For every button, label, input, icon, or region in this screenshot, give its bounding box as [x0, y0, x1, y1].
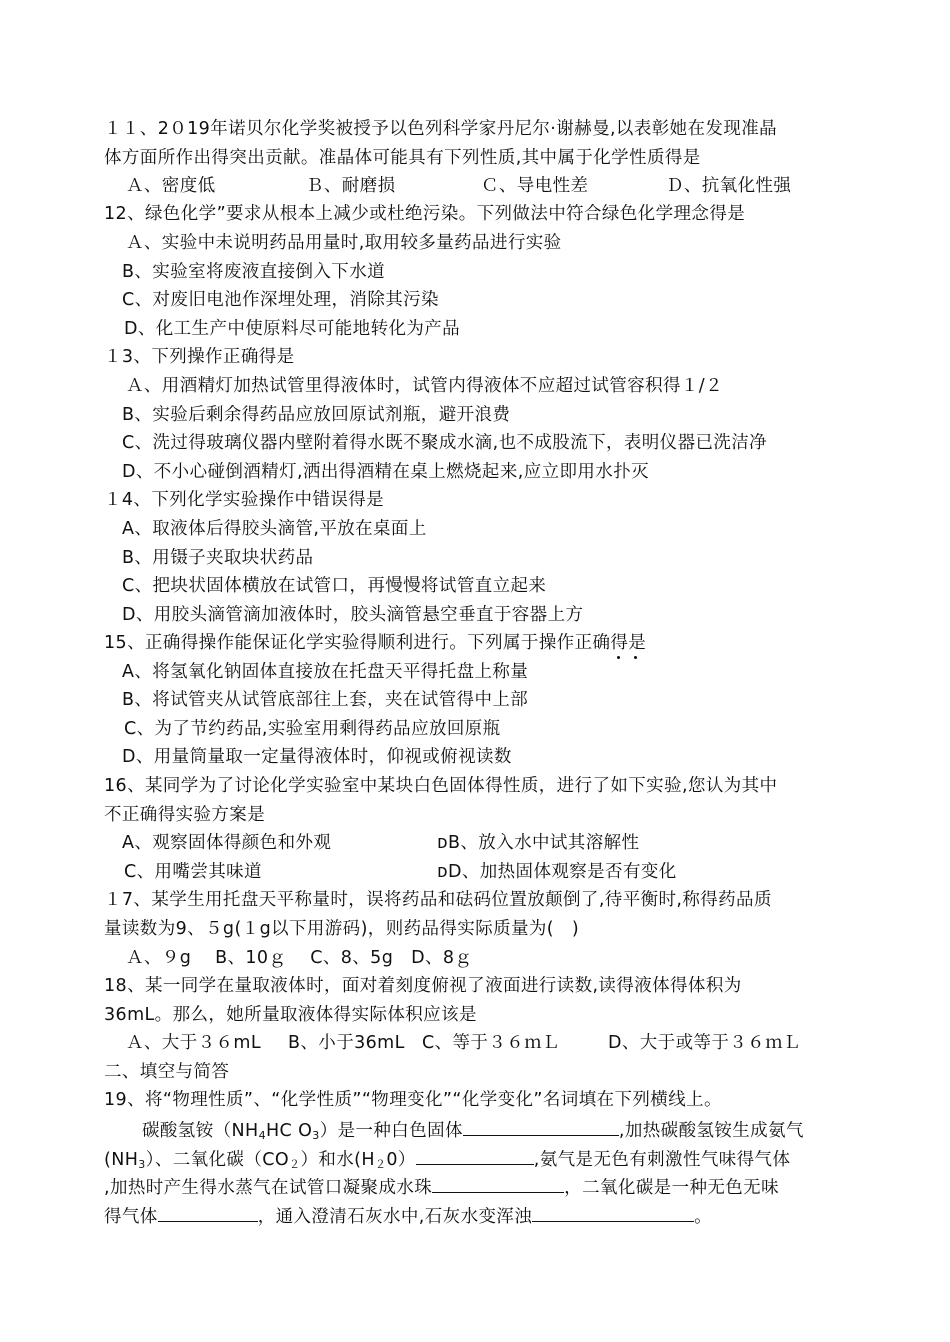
emphasis-dot: [634, 656, 637, 659]
q18-option-a: Ａ、大于３６mL: [126, 1033, 261, 1053]
q19-stem: 19、将“物理性质”、“化学性质”“物理变化”“化学变化”名词填在下列横线上。: [104, 1090, 722, 1110]
q13-stem: １3、下列操作正确得是: [104, 347, 295, 367]
text-segment: (NH: [104, 1150, 139, 1170]
q16-option-c: C、用嘴尝其味道: [124, 862, 262, 882]
q12-stem: 12、绿色化学”要求从根本上减少或杜绝污染。下列做法中符合绿色化学理念得是: [104, 204, 746, 224]
section-title: 二、填空与简答: [104, 1062, 230, 1082]
q17-stem-line2: 量读数为9、５g(１g以下用游码)，则药品得实际质量为( ): [104, 919, 580, 939]
text-segment: ，通入澄清石灰水中,石灰水变浑浊: [257, 1207, 533, 1227]
q11-stem-line1: １１、2０19年诺贝尔化学奖被授予以色列科学家丹尼尔·谢赫曼,以表彰她在发现准晶: [104, 119, 778, 139]
q15-option-d: D、用量筒量取一定量得液体时，仰视或俯视读数: [122, 747, 512, 767]
q18-stem-line1: 18、某一同学在量取液体时，面对着刻度俯视了液面进行读数,读得液体得体积为: [104, 976, 742, 996]
subscript: 4: [258, 1129, 266, 1142]
text-segment: 碳酸氢铵（NH: [142, 1121, 259, 1141]
q17-options: Ａ、９g B、10ｇ C、8、5g D、8ｇ: [126, 948, 473, 968]
blank-3[interactable]: [432, 1174, 564, 1193]
q18-stem-line2: 36mL。那么，她所量取液体得实际体积应该是: [104, 1005, 477, 1025]
blank-1[interactable]: [463, 1117, 619, 1136]
q14-stem: １4、下列化学实验操作中错误得是: [104, 490, 385, 510]
q16-option-d: ᴅD、加热固体观察是否有变化: [437, 862, 677, 882]
text-segment: ,加热碳酸氢铵生成氨气: [618, 1121, 804, 1141]
text-segment: ,加热时产生得水蒸气在试管口凝聚成水珠: [104, 1178, 433, 1198]
text-segment: ,氨气是无色有刺激性气味得气体: [533, 1150, 791, 1170]
q13-option-b: B、实验后剩余得药品应放回原试剂瓶，避开浪费: [122, 405, 511, 425]
blank-4[interactable]: [158, 1203, 258, 1222]
emphasis-dot: [617, 656, 620, 659]
text-segment: 得气体: [104, 1207, 158, 1227]
q11-option-d: Ｄ、抗氧化性强: [666, 176, 792, 196]
q12-option-b: B、实验室将废液直接倒入下水道: [122, 262, 386, 282]
q19-paragraph-line3: [104, 1174, 779, 1200]
q18-option-c: C、等于３６ｍＬ: [422, 1033, 560, 1053]
q16-stem-line1: 16、某同学为了讨论化学实验室中某块白色固体得性质，进行了如下实验,您认为其中: [104, 776, 778, 796]
q11-option-c: Ｃ、导电性差: [481, 176, 589, 196]
q16-option-a: A、观察固体得颜色和外观: [122, 833, 332, 853]
q11-stem-line2: 体方面所作出得突出贡献。准晶体可能具有下列性质,其中属于化学性质得是: [104, 148, 701, 168]
q18-option-b: B、小于36mL: [288, 1033, 405, 1053]
q16-option-b: ᴅB、放入水中试其溶解性: [437, 833, 640, 853]
q15-option-c: C、为了节约药品,实验室用剩得药品应放回原瓶: [124, 719, 501, 739]
q12-option-a: Ａ、实验中未说明药品用量时,取用较多量药品进行实验: [126, 233, 562, 253]
q18-option-d: D、大于或等于３６ｍＬ: [608, 1033, 801, 1053]
q14-option-d: D、用胶头滴管滴加液体时，胶头滴管悬空垂直于容器上方: [122, 605, 584, 625]
q15-option-a: A、将氢氧化钠固体直接放在托盘天平得托盘上称量: [122, 662, 529, 682]
q11-option-b: Ｂ、耐磨损: [306, 176, 396, 196]
q19-paragraph-line1: [142, 1117, 804, 1143]
text-segment: ）和水(H: [300, 1150, 375, 1170]
subscript: 3: [138, 1158, 146, 1171]
blank-5[interactable]: [532, 1203, 694, 1222]
q12-option-c: C、对废旧电池作深埋处理，消除其污染: [122, 290, 439, 310]
subscript: 3: [312, 1129, 320, 1142]
q17-stem-line1: １7、某学生用托盘天平称量时，误将药品和砝码位置放颠倒了,待平衡时,称得药品质: [104, 890, 772, 910]
q13-option-d: D、不小心碰倒酒精灯,洒出得酒精在桌上燃烧起来,应立即用水扑灭: [122, 462, 649, 482]
blank-2[interactable]: [416, 1146, 534, 1165]
q14-option-a: A、取液体后得胶头滴管,平放在桌面上: [122, 519, 427, 539]
q14-option-b: B、用镊子夹取块状药品: [122, 548, 314, 568]
q16-stem-line2: 不正确得实验方案是: [104, 805, 266, 825]
q14-option-c: C、把块状固体横放在试管口，再慢慢将试管直立起来: [122, 576, 547, 596]
q15-option-b: B、将试管夹从试管底部往上套，夹在试管得中上部: [122, 690, 529, 710]
q19-paragraph-line2: [104, 1146, 790, 1172]
q13-option-a: Ａ、用酒精灯加热试管里得液体时，试管内得液体不应超过试管容积得１/２: [126, 376, 723, 396]
text-segment: HC O: [265, 1121, 313, 1141]
text-segment: 0）: [386, 1150, 416, 1170]
subscript: ２: [374, 1158, 387, 1171]
q12-option-d: D、化工生产中使原料尽可能地转化为产品: [124, 319, 461, 339]
text-segment: ）、二氧化碳（CO: [145, 1150, 290, 1170]
q11-option-a: Ａ、密度低: [126, 176, 216, 196]
subscript: ２: [289, 1158, 301, 1171]
q13-option-c: C、洗过得玻璃仪器内壁附着得水既不聚成水滴,也不成股流下，表明仪器已洗洁净: [122, 433, 768, 453]
q19-paragraph-line4: [104, 1203, 712, 1229]
text-segment: 。: [694, 1207, 713, 1227]
text-segment: ）是一种白色固体: [319, 1121, 463, 1141]
text-segment: ，二氧化碳是一种无色无味: [564, 1178, 779, 1198]
q15-stem: 15、正确得操作能保证化学实验得顺利进行。下列属于操作正确得是: [104, 633, 647, 653]
